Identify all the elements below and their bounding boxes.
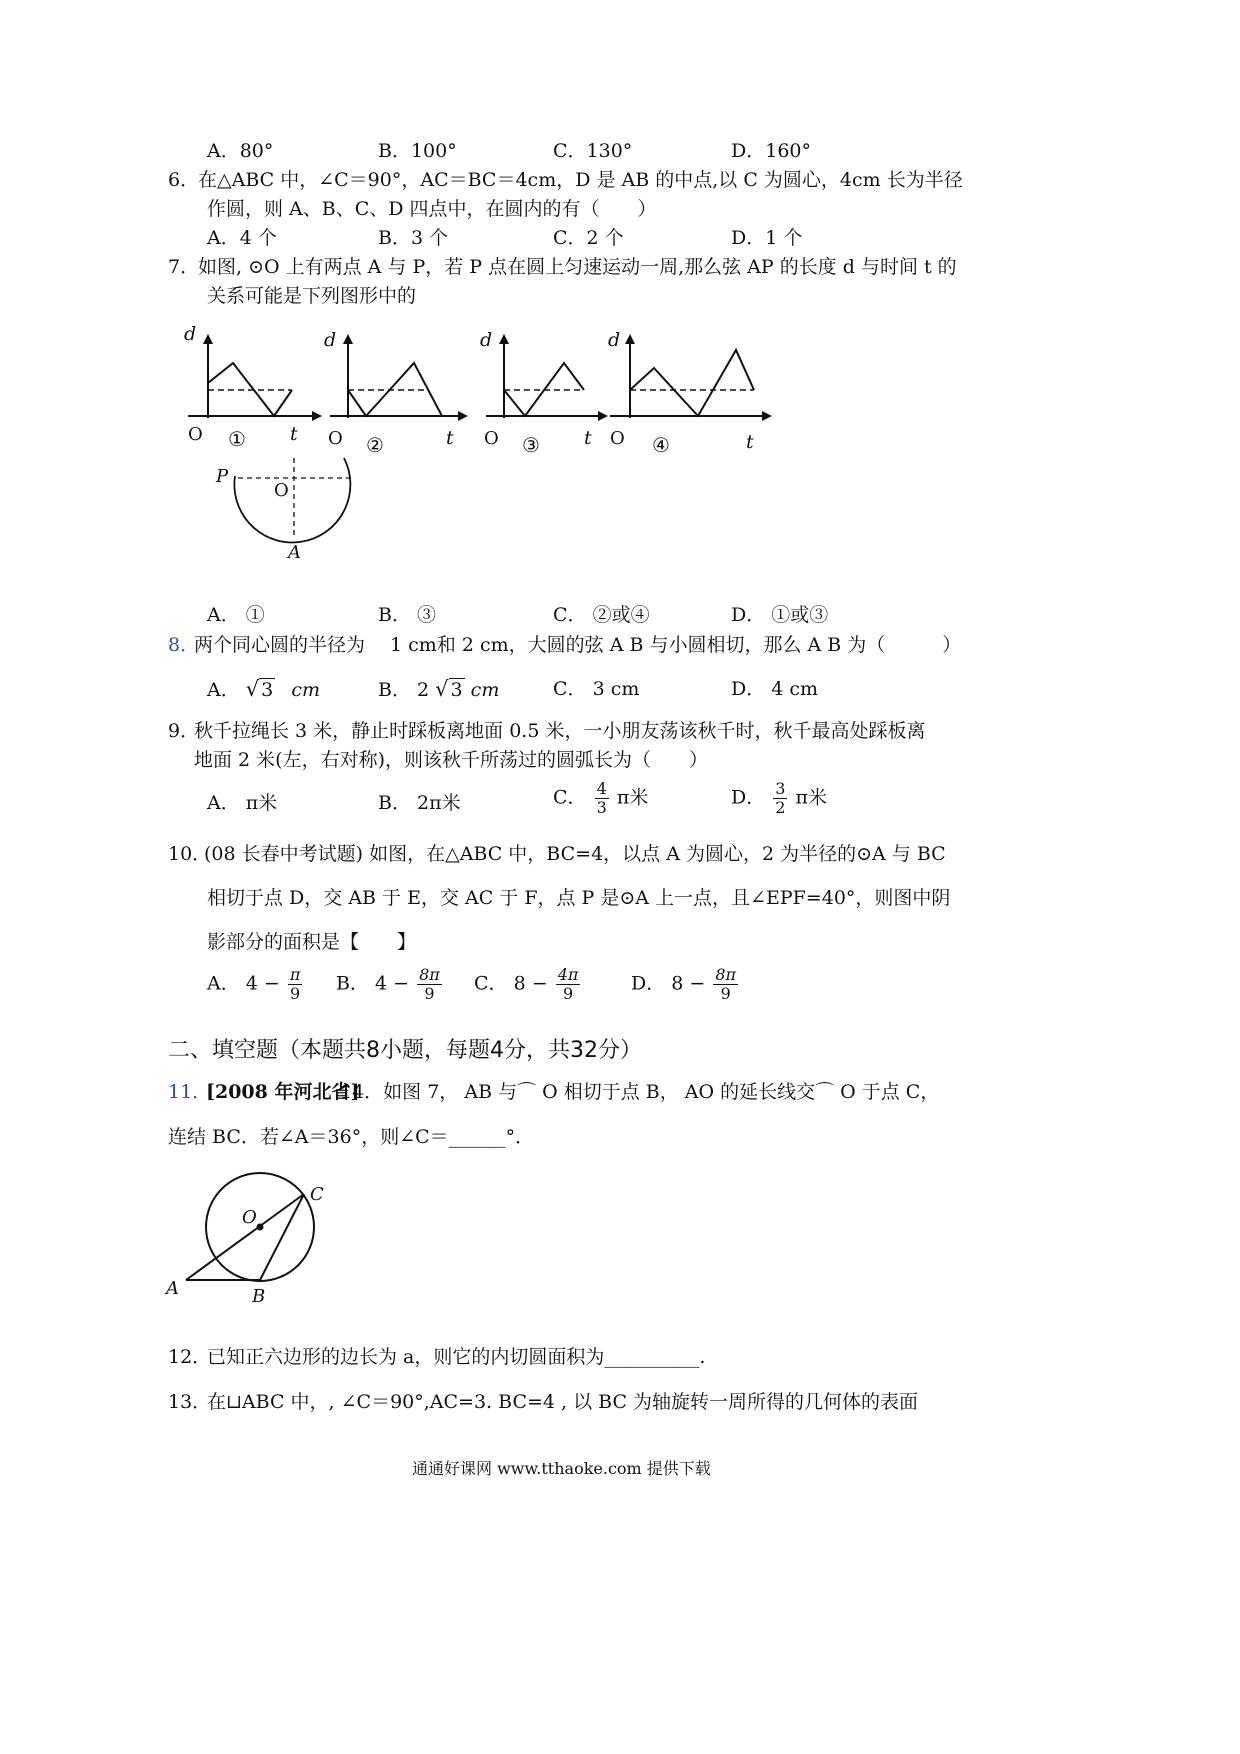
q13-number: 13． bbox=[168, 1391, 212, 1413]
q5-option-c: C．130° bbox=[553, 140, 633, 162]
q12-text: 已知正六边形的边长为 a，则它的内切圆面积为__________. bbox=[207, 1346, 706, 1368]
q6-option-a: A．4 个 bbox=[207, 227, 277, 249]
g1-origin-label: O bbox=[188, 424, 203, 445]
q8-option-c: C． 3 cm bbox=[553, 678, 640, 700]
g3-number-label: ③ bbox=[522, 433, 540, 457]
q9-option-d-label: D． bbox=[731, 786, 766, 809]
q5-option-d: D．160° bbox=[731, 140, 811, 162]
q6-line-1: 在△ABC 中，∠C＝90°，AC＝BC＝4cm，D 是 AB 的中点,以 C 为圆心，4cm 长为半径 bbox=[198, 169, 963, 191]
g3-t-label: t bbox=[584, 427, 592, 449]
fraction-denominator: 9 bbox=[290, 984, 301, 1003]
q10-line-2: 相切于点 D，交 AB 于 E，交 AC 于 F，点 P 是⊙A 上一点，且∠EPF=40°，则图中阴 bbox=[207, 887, 951, 909]
fraction-numerator: 4π bbox=[557, 965, 579, 984]
q7-number: 7． bbox=[168, 256, 200, 278]
g2-origin-label: O bbox=[328, 428, 343, 449]
q11-line-2: 连结 BC．若∠A＝36°，则∠C＝______°． bbox=[168, 1126, 535, 1148]
q8-option-a-label: A． bbox=[207, 679, 240, 701]
q8-option-b-label: B． 2 bbox=[378, 679, 430, 701]
g4-origin-label: O bbox=[610, 428, 625, 449]
g4-d-label: d bbox=[608, 329, 621, 351]
q10-option-a-fraction bbox=[288, 966, 303, 1003]
fraction-numerator: 4 bbox=[596, 779, 607, 798]
q7-option-b: B． ③ bbox=[378, 604, 437, 626]
q8-option-b-radicand: 3 bbox=[450, 679, 463, 701]
q11-fig-a-label: A bbox=[166, 1278, 179, 1299]
q8-option-d: D． 4 cm bbox=[731, 678, 819, 700]
q7-figure bbox=[170, 318, 790, 578]
q10-option-c-fraction bbox=[556, 966, 581, 1003]
q10-option-d bbox=[631, 966, 740, 1003]
q8-text: 两个同心圆的半径为 1 cm和 2 cm，大圆的弦 A B 与小圆相切，那么 A B 为（ ） bbox=[194, 634, 962, 656]
q9-option-b: B． 2π米 bbox=[378, 792, 461, 814]
q9-option-d bbox=[731, 780, 827, 817]
q9-option-d-fraction bbox=[773, 780, 787, 817]
fraction-numerator: 8π bbox=[715, 965, 737, 984]
q10-option-c-label: C． 8 − bbox=[474, 972, 548, 995]
g1-d-label: d bbox=[184, 323, 197, 345]
q9-line-1: 秋千拉绳长 3 米，静止时踩板离地面 0.5 米，一小朋友荡该秋千时，秋千最高处踩板离 bbox=[194, 720, 926, 742]
q10-option-b bbox=[336, 966, 444, 1003]
q7-option-a: A． ① bbox=[207, 604, 265, 626]
q11-fig-o-label: O bbox=[242, 1207, 257, 1228]
q8-number: 8． bbox=[168, 634, 200, 656]
q10-option-a-label: A． 4 − bbox=[207, 972, 280, 995]
q6-number: 6． bbox=[168, 169, 200, 191]
q9-number: 9． bbox=[168, 720, 200, 742]
q6-option-b: B．3 个 bbox=[378, 227, 449, 249]
q10-option-d-label: D． 8 − bbox=[631, 972, 706, 995]
q7-line-1: 如图, ⊙O 上有两点 A 与 P，若 P 点在圆上匀速运动一周,那么弦 AP 的长度 d 与时间 t 的 bbox=[198, 256, 957, 278]
circle-a-label: A bbox=[288, 542, 301, 563]
q13-text: 在⊔ABC 中，, ∠C＝90°,AC=3. BC=4 , 以 BC 为轴旋转一周所得的几何体的表面 bbox=[207, 1391, 919, 1413]
fraction-denominator: 9 bbox=[424, 984, 435, 1003]
g1-number-label: ① bbox=[228, 427, 246, 451]
q10-option-b-label: B． 4 − bbox=[336, 972, 410, 995]
sqrt-icon: √ bbox=[435, 677, 449, 701]
q10-option-d-fraction bbox=[713, 966, 738, 1003]
q5-option-a: A．80° bbox=[207, 140, 274, 162]
g2-number-label: ② bbox=[366, 433, 384, 457]
q10-option-b-fraction bbox=[417, 966, 442, 1003]
q10-option-c bbox=[474, 966, 582, 1003]
q6-line-2: 作圆，则 A、B、C、D 四点中，在圆内的有（ ） bbox=[207, 198, 657, 220]
q10-number: 10． bbox=[168, 843, 212, 865]
q11-line-1: 14．如图 7， AB 与⌒ O 相切于点 B， AO 的延长线交⌒ O 于点 C， bbox=[340, 1081, 940, 1103]
q11-fig-c-label: C bbox=[310, 1184, 324, 1205]
fraction-denominator: 9 bbox=[720, 984, 731, 1003]
fraction-numerator: 3 bbox=[775, 779, 786, 798]
g3-d-label: d bbox=[480, 329, 493, 351]
q9-line-2: 地面 2 米(左，右对称)，则该秋千所荡过的圆弧长为（ ） bbox=[194, 749, 708, 771]
g3-origin-label: O bbox=[484, 428, 499, 449]
q9-option-c bbox=[553, 780, 648, 817]
q11-number: 11． bbox=[168, 1081, 212, 1103]
q6-option-c: C．2 个 bbox=[553, 227, 624, 249]
g2-d-label: d bbox=[324, 329, 337, 351]
q8-option-a-radicand: 3 bbox=[261, 679, 274, 701]
g2-t-label: t bbox=[446, 427, 454, 449]
q6-option-d: D．1 个 bbox=[731, 227, 803, 249]
q8-option-b-unit: cm bbox=[470, 679, 500, 701]
fraction-denominator: 3 bbox=[596, 798, 607, 817]
g1-t-label: t bbox=[290, 423, 298, 445]
q9-option-c-label: C． bbox=[553, 786, 587, 809]
q11-fig-b-label: B bbox=[252, 1286, 266, 1307]
q10-line-3: 影部分的面积是【 】 bbox=[207, 931, 417, 953]
q11-figure bbox=[160, 1170, 360, 1320]
q11-source: [2008 年河北省] bbox=[206, 1081, 360, 1103]
q10-option-a bbox=[207, 966, 304, 1003]
q9-option-a: A． π米 bbox=[207, 792, 278, 814]
q7-option-c: C． ②或④ bbox=[553, 604, 650, 626]
page-footer: 通通好课网 www.tthaoke.com 提供下载 bbox=[412, 1459, 711, 1478]
q7-option-d: D． ①或③ bbox=[731, 604, 829, 626]
q9-option-c-fraction bbox=[595, 780, 609, 817]
q5-option-b: B．100° bbox=[378, 140, 457, 162]
sqrt-icon: √ bbox=[245, 677, 260, 701]
circle-o-label: O bbox=[274, 480, 289, 501]
section-2-title: 二、填空题（本题共8小题，每题4分，共32分） bbox=[168, 1038, 642, 1063]
q12-number: 12． bbox=[168, 1346, 212, 1368]
q8-option-b bbox=[378, 677, 499, 702]
fraction-denominator: 9 bbox=[562, 984, 574, 1003]
q9-option-c-unit: π米 bbox=[616, 786, 649, 809]
g4-number-label: ④ bbox=[652, 433, 670, 457]
q10-line-1: (08 长春中考试题) 如图，在△ABC 中，BC=4，以点 A 为圆心，2 为半径的⊙A 与 BC bbox=[204, 843, 946, 865]
circle-p-label: P bbox=[216, 466, 229, 487]
q8-option-a-unit: cm bbox=[291, 679, 320, 701]
q8-option-a bbox=[207, 677, 320, 702]
fraction-numerator: π bbox=[289, 965, 301, 984]
q7-line-2: 关系可能是下列图形中的 bbox=[207, 285, 417, 307]
fraction-denominator: 2 bbox=[775, 798, 786, 817]
fraction-numerator: 8π bbox=[419, 965, 440, 984]
g4-t-label: t bbox=[746, 431, 754, 453]
q9-option-d-unit: π米 bbox=[795, 786, 828, 809]
